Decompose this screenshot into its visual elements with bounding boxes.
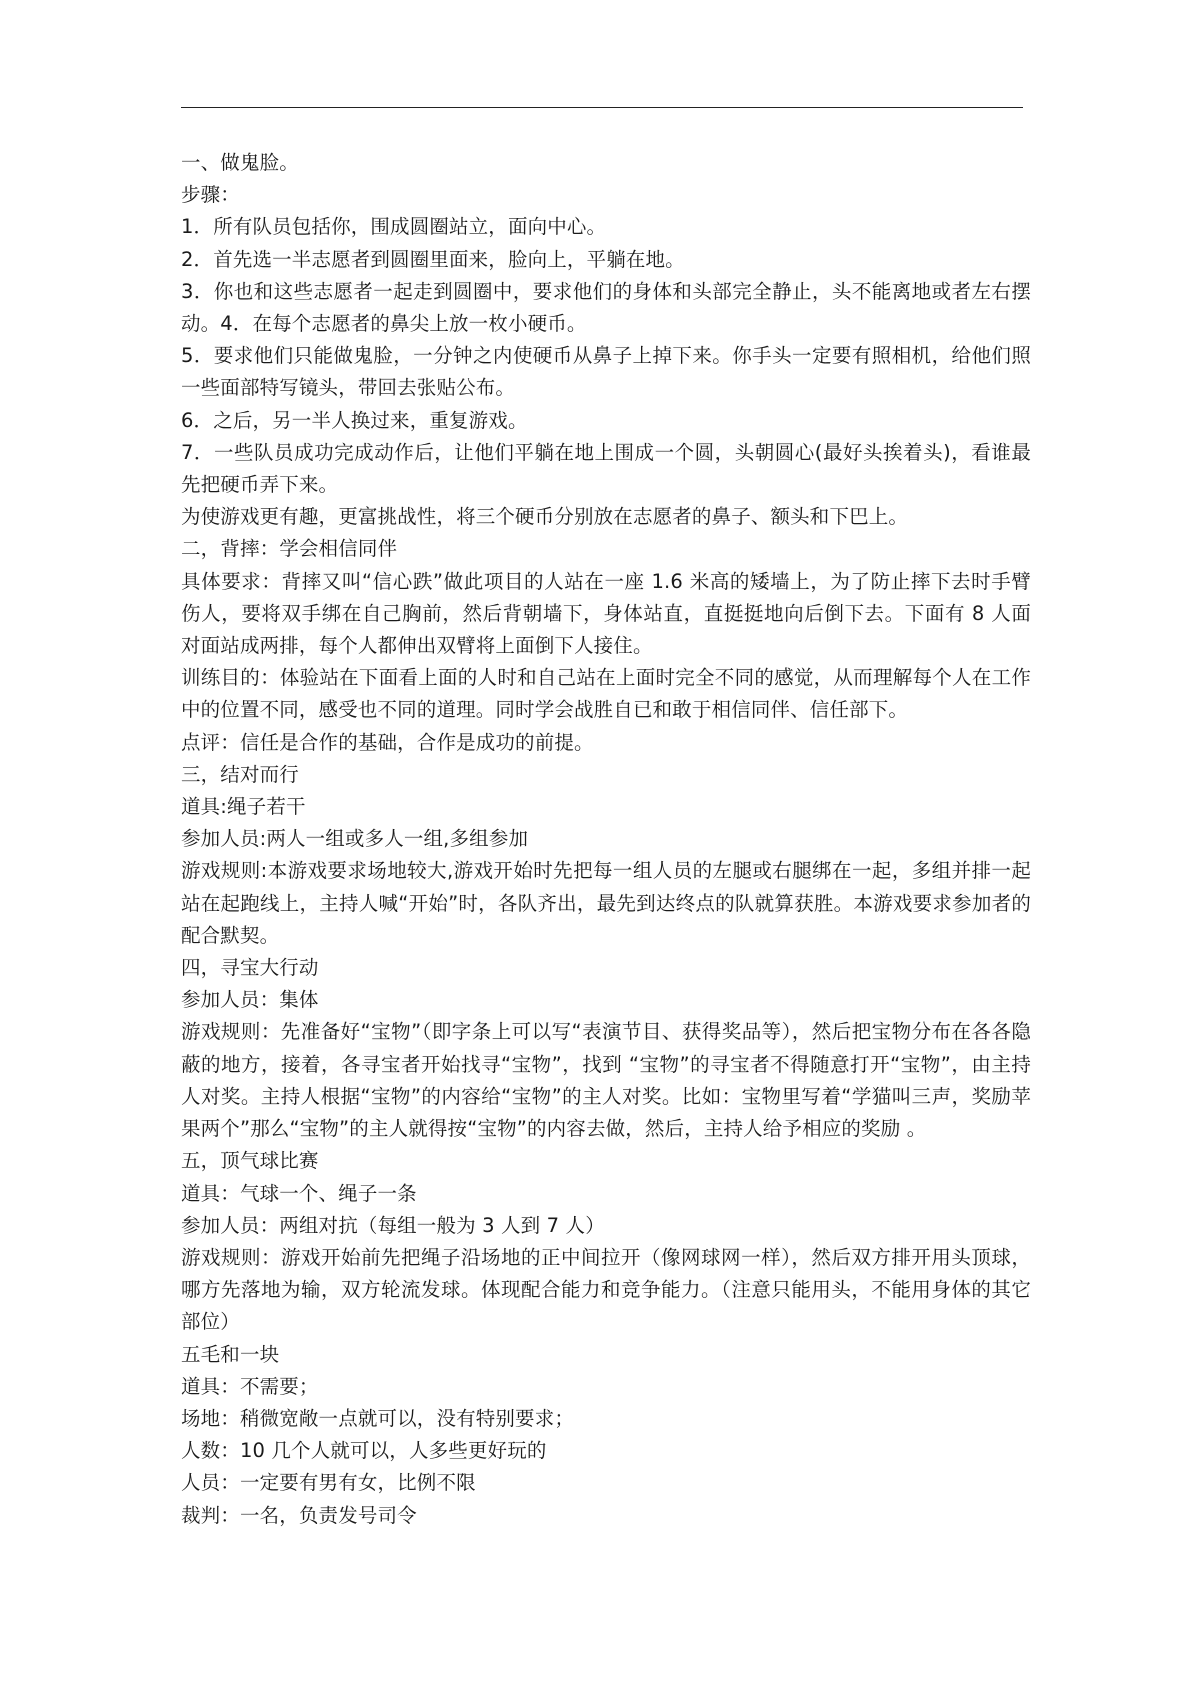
trust-fall-comment: 点评：信任是合作的基础，合作是成功的前提。 [181, 730, 594, 754]
document-body [181, 147, 1031, 1532]
pair-walk-rules: 游戏规则:本游戏要求场地较大,游戏开始时先把每一组人员的左腿或右腿绑在一起，多组并排一起站在起跑线上，主持人喊“开始”时，各队齐出，最先到达终点的队就算获胜。本游戏要求参加者的配合默契。 [181, 859, 1031, 947]
section-title-pair-walk: 三，结对而行 [181, 762, 299, 786]
fifty-cents-referee: 裁判：一名，负责发号司令 [181, 1503, 417, 1527]
fifty-cents-venue: 场地：稍微宽敞一点就可以，没有特别要求； [181, 1406, 575, 1430]
treasure-hunt-rules: 游戏规则：先准备好“宝物”（即字条上可以写“表演节目、获得奖品等），然后把宝物分布在各各隐蔽的地方，接着，各寻宝者开始找寻“宝物”，找到 “宝物”的寻宝者不得随意打开“宝物”，由主持人对奖。主持人根据“宝物”的内容给“宝物”的主人对奖。比如：宝物里写着“学猫叫三声，奖励苹果两个”那么“宝物”的主人就得按“宝物”的内容去做，然后，主持人给予相应的奖励 。 [181, 1020, 1031, 1141]
section-title-treasure-hunt: 四，寻宝大行动 [181, 956, 319, 980]
step-3-and-4: 3．你也和这些志愿者一起走到圆圈中，要求他们的身体和头部完全静止，头不能离地或者左右摆动。4．在每个志愿者的鼻尖上放一枚小硬币。 [181, 279, 1031, 336]
section-title-trust-fall: 二，背摔：学会相信同伴 [181, 537, 398, 561]
fifty-cents-personnel: 人员：一定要有男有女，比例不限 [181, 1471, 476, 1495]
trust-fall-requirements: 具体要求：背摔又叫“信心跌”做此项目的人站在一座 1.6 米高的矮墙上，为了防止摔下去时手臂伤人，要将双手绑在自己胸前，然后背朝墙下，身体站直，直挺挺地向后倒下去。下面有 8 人面对面站成两排，每个人都伸出双臂将上面倒下人接住。 [181, 569, 1031, 658]
step-2: 2．首先选一半志愿者到圆圈里面来，脸向上，平躺在地。 [181, 247, 685, 271]
balloon-heading-rules: 游戏规则：游戏开始前先把绳子沿场地的正中间拉开（像网球网一样），然后双方排开用头顶球，哪方先落地为输，双方轮流发球。体现配合能力和竞争能力。（注意只能用头，不能用身体的其它部位） [181, 1245, 1031, 1334]
balloon-heading-props: 道具：气球一个、绳子一条 [181, 1181, 417, 1205]
balloon-heading-participants: 参加人员：两组对抗（每组一般为 3 人到 7 人） [181, 1213, 605, 1237]
trust-fall-purpose: 训练目的：体验站在下面看上面的人时和自己站在上面时完全不同的感觉，从而理解每个人在工作中的位置不同，感受也不同的道理。同时学会战胜自已和敢于相信同伴、信任部下。 [181, 666, 1031, 722]
header-divider [181, 107, 1023, 108]
step-7: 7．一些队员成功完成动作后，让他们平躺在地上围成一个圆，头朝圆心(最好头挨着头)，看谁最先把硬币弄下来。 [181, 440, 1031, 497]
step-6: 6．之后，另一半人换过来，重复游戏。 [181, 408, 528, 432]
make-faces-variant: 为使游戏更有趣，更富挑战性，将三个硬币分别放在志愿者的鼻子、额头和下巴上。 [181, 505, 909, 529]
section-title-make-faces: 一、做鬼脸。 [181, 151, 299, 174]
step-5: 5．要求他们只能做鬼脸，一分钟之内使硬币从鼻子上掉下来。你手头一定要有照相机，给他们照一些面部特写镜头，带回去张贴公布。 [181, 344, 1031, 400]
pair-walk-participants: 参加人员:两人一组或多人一组,多组参加 [181, 827, 529, 851]
fifty-cents-props: 道具：不需要； [181, 1374, 319, 1398]
section-title-balloon-heading: 五，顶气球比赛 [181, 1149, 319, 1173]
treasure-hunt-participants: 参加人员：集体 [181, 988, 319, 1012]
step-1: 1．所有队员包括你，围成圆圈站立，面向中心。 [181, 215, 607, 239]
pair-walk-props: 道具:绳子若干 [181, 795, 306, 819]
steps-label: 步骤： [181, 183, 240, 207]
fifty-cents-headcount: 人数：10 几个人就可以，人多些更好玩的 [181, 1439, 547, 1463]
section-title-fifty-cents-one-yuan: 五毛和一块 [181, 1342, 280, 1366]
